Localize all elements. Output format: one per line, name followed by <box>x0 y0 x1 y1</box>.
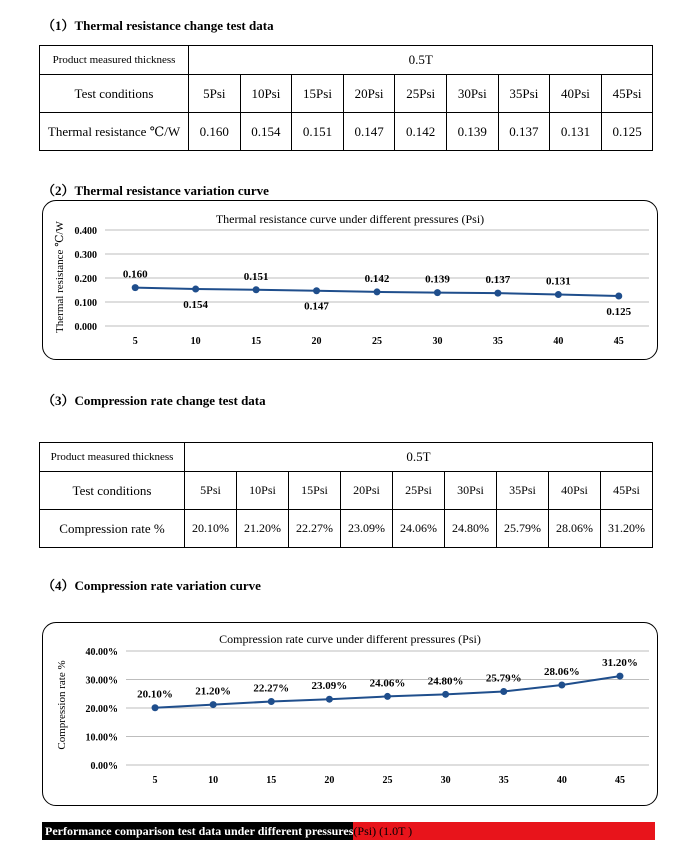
chart-title: Thermal resistance curve under different pressures (Psi) <box>215 212 485 226</box>
condition-cell: 5Psi <box>185 472 237 510</box>
condition-cell: 25Psi <box>395 75 447 113</box>
data-point <box>268 698 275 705</box>
section-title-compression-curve: （4）Compression rate variation curve <box>42 578 261 593</box>
condition-cell: 20Psi <box>343 75 395 113</box>
data-point <box>442 691 449 698</box>
conditions-label: Test conditions <box>40 75 189 113</box>
x-tick-label: 40 <box>553 336 564 347</box>
section-title-thermal-curve: （2）Thermal resistance variation curve <box>42 183 269 198</box>
condition-cell: 45Psi <box>601 472 653 510</box>
y-tick-label: 0.000 <box>74 322 97 333</box>
row-label-thermal-resistance: Thermal resistance ℃/W <box>40 113 189 151</box>
condition-cell: 35Psi <box>497 472 549 510</box>
y-tick-label: 40.00% <box>85 647 118 658</box>
data-label: 25.79% <box>485 672 522 685</box>
data-point <box>132 284 139 291</box>
data-point <box>500 688 507 695</box>
x-tick-label: 45 <box>613 336 624 347</box>
data-point <box>253 286 260 293</box>
x-tick-label: 30 <box>440 775 451 786</box>
data-label: 24.06% <box>369 677 406 690</box>
y-tick-label: 0.100 <box>74 298 97 309</box>
data-label: 21.20% <box>195 685 232 698</box>
data-point <box>313 287 320 294</box>
footer-subtitle: (Psi) (1.0T ) <box>353 822 655 840</box>
thermal-value-cell: 0.131 <box>550 113 602 151</box>
thermal-resistance-chart <box>42 200 658 360</box>
footer-title: Performance comparison test data under different pressures <box>42 822 353 840</box>
compression-value-cell: 21.20% <box>237 510 289 548</box>
x-tick-label: 20 <box>311 336 322 347</box>
thermal-value-cell: 0.147 <box>343 113 395 151</box>
data-label: 0.142 <box>364 272 390 285</box>
compression-value-cell: 24.06% <box>393 510 445 548</box>
thickness-label: Product measured thickness <box>40 46 189 75</box>
compression-rate-table <box>39 442 653 548</box>
y-tick-label: 0.400 <box>74 226 97 237</box>
data-label: 0.147 <box>304 300 329 313</box>
condition-cell: 25Psi <box>393 472 445 510</box>
data-point <box>615 293 622 300</box>
condition-cell: 20Psi <box>341 472 393 510</box>
thermal-value-cell: 0.151 <box>292 113 344 151</box>
data-label: 28.06% <box>543 666 580 679</box>
data-label: 0.154 <box>183 299 209 312</box>
x-tick-label: 10 <box>190 336 201 347</box>
x-tick-label: 10 <box>208 775 219 786</box>
condition-cell: 10Psi <box>240 75 292 113</box>
data-point <box>374 288 381 295</box>
condition-cell: 40Psi <box>549 472 601 510</box>
compression-value-cell: 25.79% <box>497 510 549 548</box>
condition-cell: 45Psi <box>601 75 653 113</box>
thermal-value-cell: 0.154 <box>240 113 292 151</box>
compression-value-cell: 20.10% <box>185 510 237 548</box>
data-label: 22.27% <box>253 682 290 695</box>
condition-cell: 35Psi <box>498 75 550 113</box>
condition-cell: 15Psi <box>289 472 341 510</box>
data-label: 0.125 <box>606 306 632 318</box>
thermal-value-cell: 0.137 <box>498 113 550 151</box>
y-tick-label: 20.00% <box>85 704 118 715</box>
x-tick-label: 30 <box>432 336 443 347</box>
data-point <box>210 701 217 708</box>
thickness-value: 0.5T <box>189 46 653 75</box>
row-label-compression-rate: Compression rate % <box>40 510 185 548</box>
data-label: 0.131 <box>545 275 571 288</box>
data-label: 0.151 <box>243 270 269 283</box>
data-point <box>384 693 391 700</box>
x-tick-label: 25 <box>372 336 382 347</box>
x-tick-label: 5 <box>152 775 158 786</box>
conditions-label: Test conditions <box>40 472 185 510</box>
y-tick-label: 30.00% <box>85 675 118 687</box>
condition-cell: 40Psi <box>550 75 602 113</box>
y-axis-label: Thermal resistance ℃/W <box>54 221 66 333</box>
thermal-resistance-chart-svg <box>43 201 657 359</box>
data-point <box>494 290 501 297</box>
compression-value-cell: 28.06% <box>549 510 601 548</box>
x-tick-label: 45 <box>614 775 625 786</box>
x-tick-label: 5 <box>132 336 138 347</box>
condition-cell: 10Psi <box>237 472 289 510</box>
y-tick-label: 0.300 <box>74 250 97 261</box>
compression-value-cell: 31.20% <box>601 510 653 548</box>
thermal-value-cell: 0.160 <box>189 113 241 151</box>
thermal-value-cell: 0.142 <box>395 113 447 151</box>
x-tick-label: 20 <box>324 775 335 786</box>
compression-value-cell: 23.09% <box>341 510 393 548</box>
data-point <box>558 682 565 689</box>
y-tick-label: 0.200 <box>74 274 97 285</box>
compression-value-cell: 24.80% <box>445 510 497 548</box>
section-title-thermal-data: （1）Thermal resistance change test data <box>42 18 274 33</box>
data-label: 0.139 <box>425 273 450 286</box>
y-axis-label: Compression rate % <box>56 660 68 750</box>
thermal-resistance-table <box>39 45 653 151</box>
y-tick-label: 0.00% <box>90 761 118 772</box>
compression-value-cell: 22.27% <box>289 510 341 548</box>
compression-rate-chart-svg <box>43 623 657 805</box>
data-label: 0.137 <box>485 274 511 287</box>
data-point <box>434 289 441 296</box>
x-tick-label: 15 <box>251 336 262 347</box>
condition-cell: 15Psi <box>292 75 344 113</box>
data-point <box>152 704 159 711</box>
x-tick-label: 15 <box>266 775 277 786</box>
x-tick-label: 35 <box>498 775 509 786</box>
condition-cell: 5Psi <box>189 75 241 113</box>
compression-rate-chart <box>42 622 658 806</box>
data-label: 31.20% <box>602 657 638 670</box>
thickness-value: 0.5T <box>185 443 653 472</box>
data-point <box>192 286 199 293</box>
data-label: 0.160 <box>122 268 148 281</box>
data-point <box>616 673 623 680</box>
thermal-value-cell: 0.139 <box>446 113 498 151</box>
section-title-compression-data: （3）Compression rate change test data <box>42 393 266 408</box>
data-label: 20.10% <box>137 688 173 701</box>
data-point <box>326 696 333 703</box>
x-tick-label: 25 <box>382 775 393 786</box>
x-tick-label: 35 <box>492 336 503 347</box>
y-tick-label: 10.00% <box>85 732 118 744</box>
condition-cell: 30Psi <box>445 472 497 510</box>
condition-cell: 30Psi <box>446 75 498 113</box>
thermal-value-cell: 0.125 <box>601 113 653 151</box>
data-point <box>555 291 562 298</box>
x-tick-label: 40 <box>556 775 567 786</box>
thickness-label: Product measured thickness <box>40 443 185 472</box>
footer-banner <box>42 822 655 840</box>
data-label: 24.80% <box>427 675 464 688</box>
chart-title: Compression rate curve under different pressures (Psi) <box>219 632 481 646</box>
data-label: 23.09% <box>311 680 348 693</box>
